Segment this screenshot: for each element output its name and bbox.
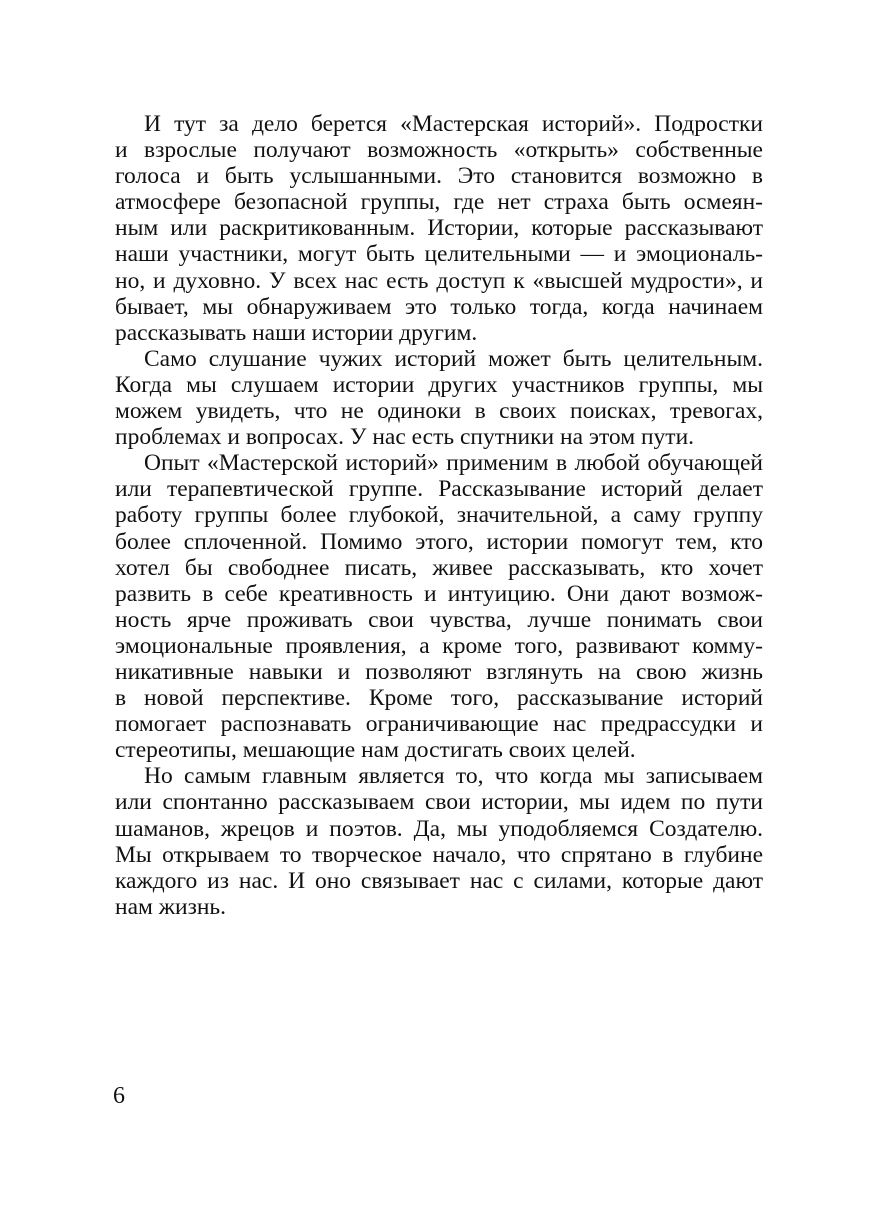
text-line: хотел бы свободнее писать, живее рассказывать, кто хочет: [115, 554, 763, 581]
text-line: можем увидеть, что не одиноки в своих поисках, тревогах,: [115, 398, 763, 425]
text-line: шаманов, жрецов и поэтов. Да, мы уподобляемся Создателю.: [115, 815, 763, 842]
paragraph-4: [115, 763, 763, 920]
body-text: [115, 111, 763, 920]
paragraph-2: [115, 346, 763, 450]
text-line: но, и духовно. У всех нас есть доступ к «высшей мудрости», и: [115, 267, 763, 294]
text-line: помогает распознавать ограничивающие нас предрассудки и: [115, 711, 763, 738]
paragraph-3: [115, 450, 763, 763]
page-number: 6: [113, 1083, 125, 1109]
text-line: более сплоченной. Помимо этого, истории помогут тем, кто: [115, 528, 763, 555]
text-line: нам жизнь.: [115, 893, 227, 920]
text-line: развить в себе креативность и интуицию. Они дают возмож-: [115, 580, 763, 607]
text-line: Опыт «Мастерской историй» применим в любой обучающей: [144, 450, 763, 477]
text-line: работу группы более глубокой, значительной, а саму группу: [115, 502, 763, 529]
text-line: рассказывать наши истории другим.: [115, 319, 478, 346]
text-line: стереотипы, мешающие нам достигать своих целей.: [115, 737, 636, 764]
text-line: в новой перспективе. Кроме того, рассказывание историй: [115, 685, 763, 712]
text-line: или спонтанно рассказываем свои истории, мы идем по пути: [115, 789, 763, 816]
text-line: или терапевтической группе. Рассказывание историй делает: [115, 476, 763, 503]
text-line: Мы открываем то творческое начало, что спрятано в глубине: [115, 841, 763, 868]
text-line: проблемах и вопросах. У нас есть спутники на этом пути.: [115, 424, 695, 451]
text-line: бывает, мы обнаруживаем это только тогда, когда начинаем: [115, 293, 763, 320]
text-line: наши участники, могут быть целительными — и эмоциональ-: [115, 241, 763, 268]
text-line: эмоциональные проявления, а кроме того, развивают комму-: [115, 632, 763, 659]
paragraph-1: [115, 111, 763, 346]
text-line: ным или раскритикованным. Истории, которые рассказывают: [115, 215, 763, 242]
text-line: Само слушание чужих историй может быть целительным.: [144, 345, 763, 372]
text-line: и взрослые получают возможность «открыть» собственные: [115, 137, 763, 164]
text-line: атмосфере безопасной группы, где нет страха быть осмеян-: [115, 189, 763, 216]
text-line: никативные навыки и позволяют взглянуть на свою жизнь: [115, 658, 763, 685]
text-line: Когда мы слушаем истории других участников группы, мы: [115, 371, 763, 398]
text-line: ность ярче проживать свои чувства, лучше понимать свои: [115, 606, 763, 633]
text-line: Но самым главным является то, что когда мы записываем: [144, 763, 763, 790]
text-line: И тут за дело берется «Мастерская историй». Подростки: [144, 111, 763, 137]
text-line: голоса и быть услышанными. Это становится возможно в: [115, 163, 763, 190]
text-line: каждого из нас. И оно связывает нас с силами, которые дают: [115, 867, 763, 894]
